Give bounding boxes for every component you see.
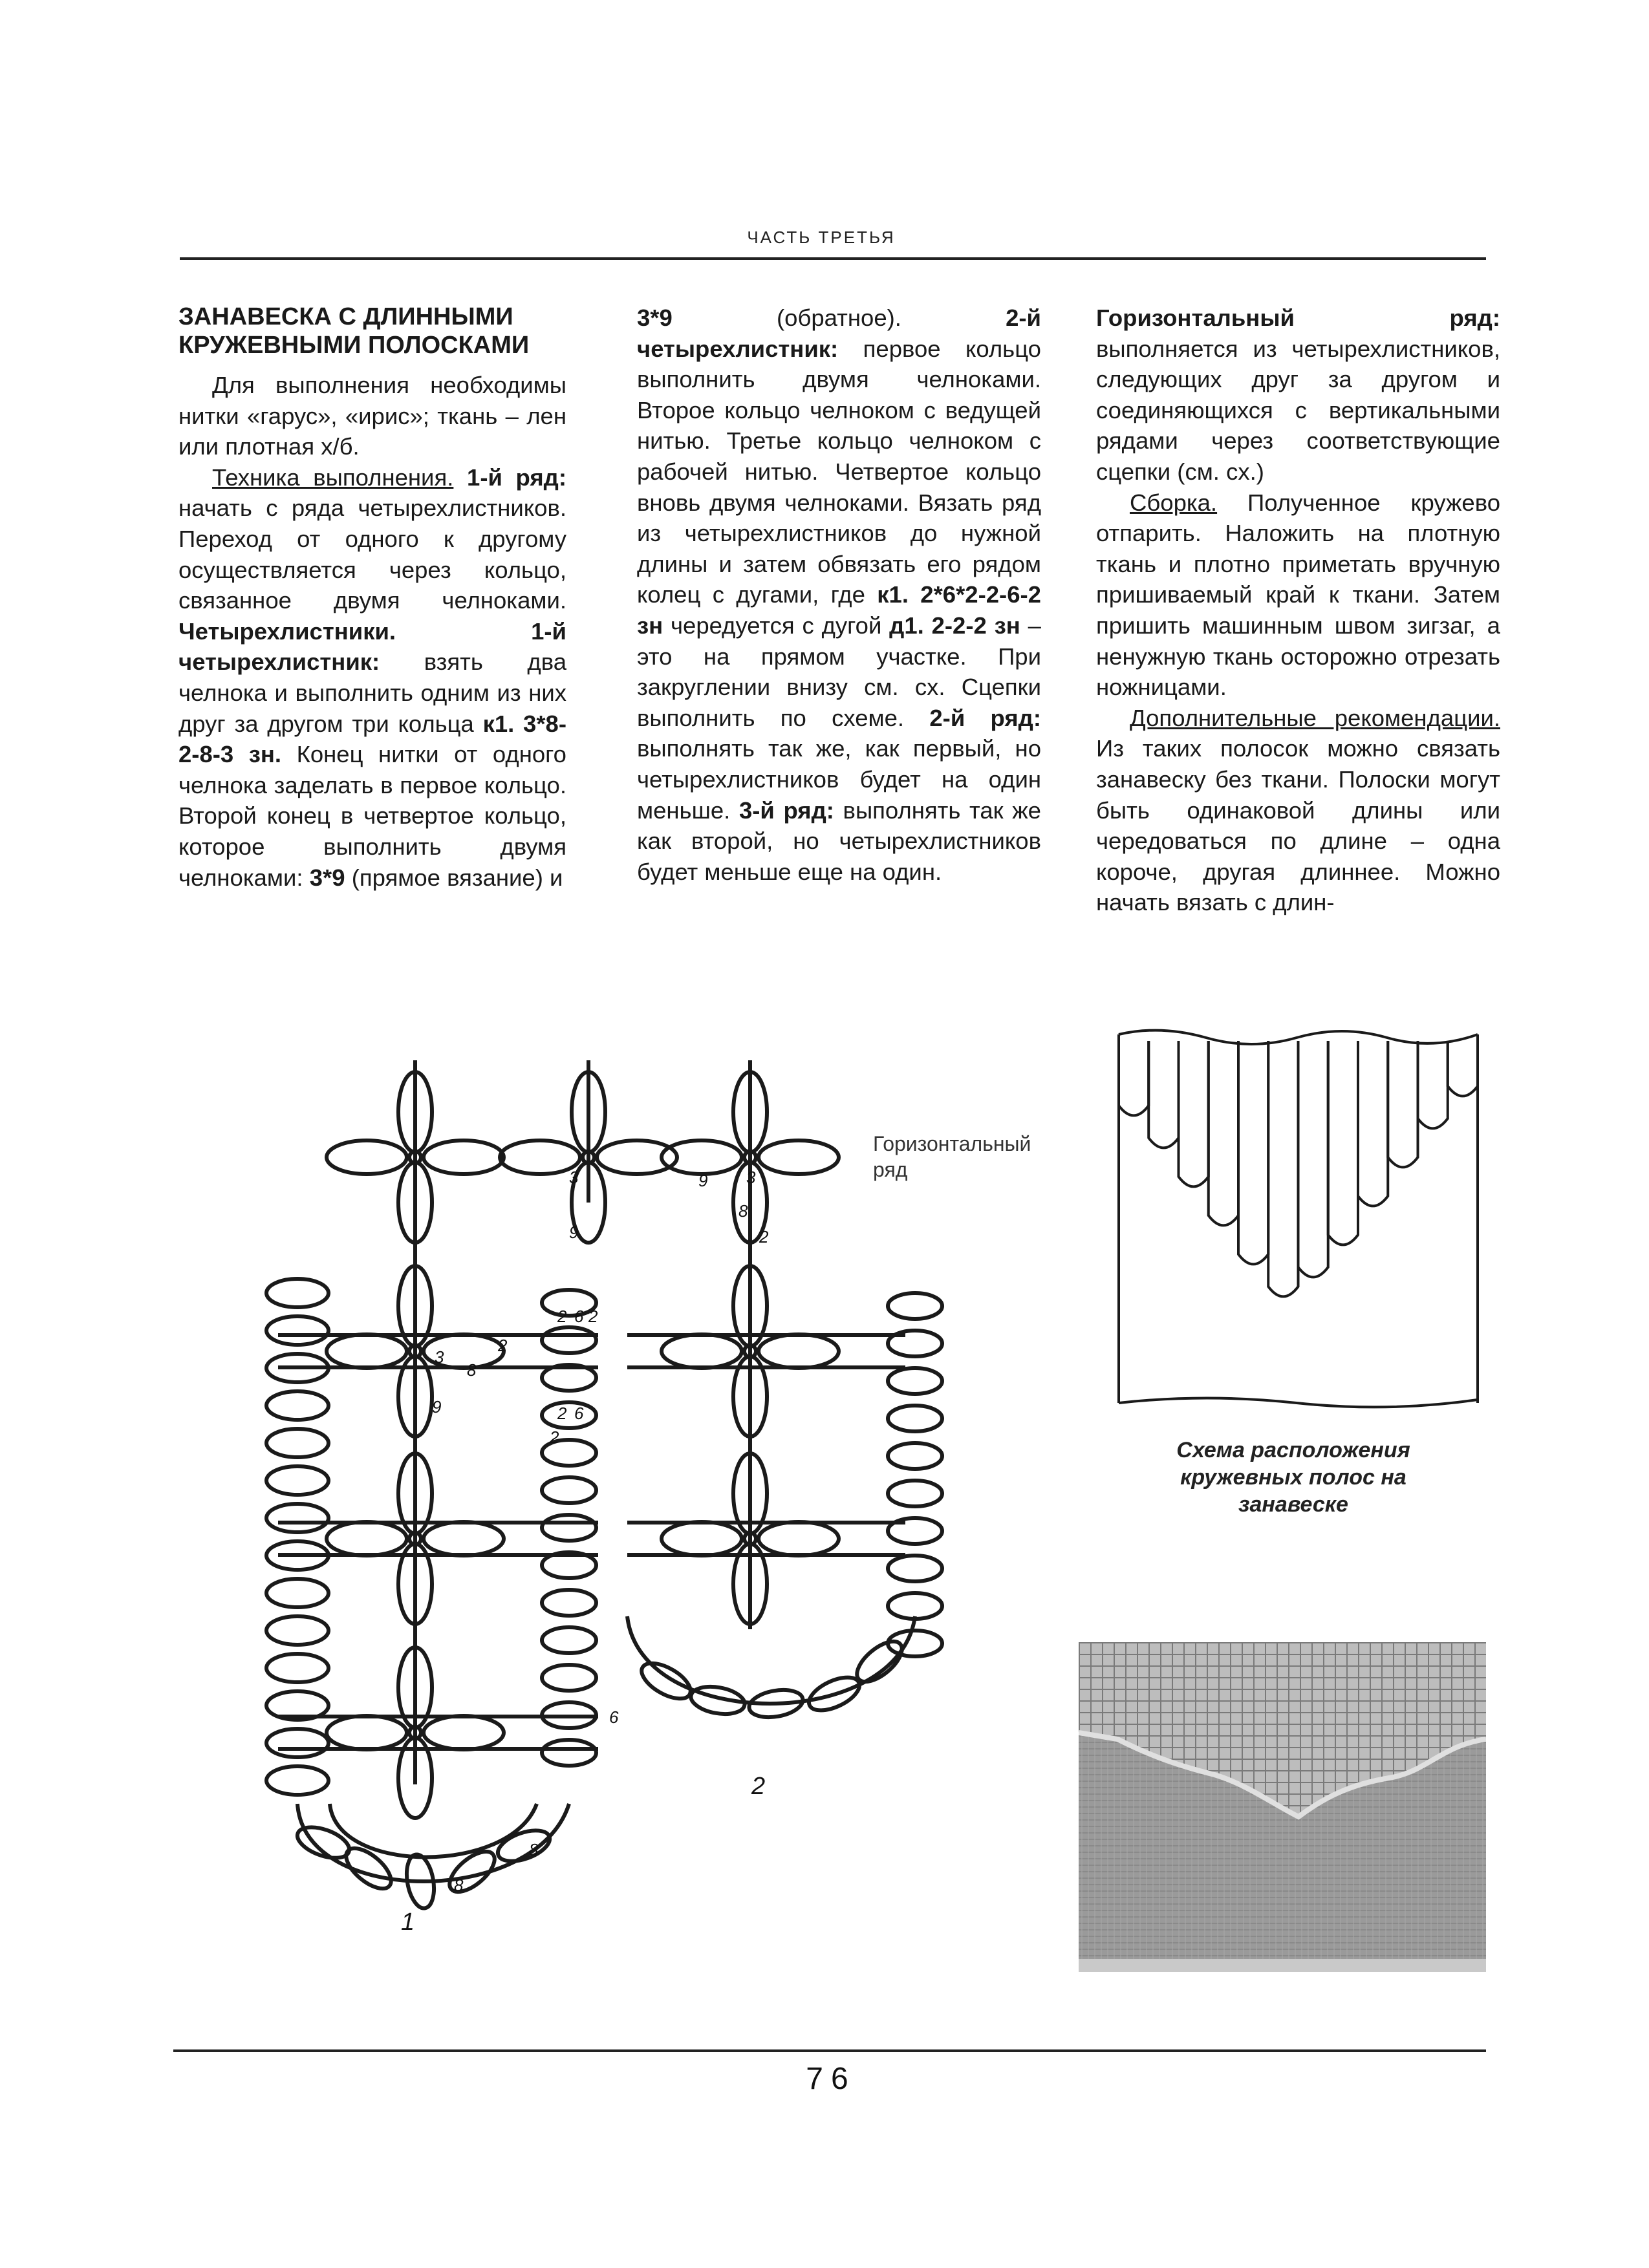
diagram-num: 6 <box>574 1404 584 1423</box>
header-rule <box>180 257 1486 260</box>
diagram-shapes <box>266 1060 942 1910</box>
materials-text: Для выполнения необходимы нитки «гарус», «ирис»; ткань – лен или плотная х/б. <box>178 372 566 460</box>
tatting-ring <box>266 1391 329 1420</box>
tatting-ring <box>327 1334 407 1368</box>
diagram-num: 8 <box>467 1360 477 1380</box>
diagram-num: 6 <box>609 1707 619 1727</box>
diagram-num: 2 <box>550 1428 559 1447</box>
lace-strip <box>1119 1041 1148 1115</box>
bottom-arc <box>297 1804 569 1881</box>
tatting-ring <box>266 1766 329 1795</box>
tatting-ring <box>266 1579 329 1607</box>
extra-text: Из таких полосок можно связать занавеску без ткани. Полоски могут быть одинаковой длины или чередоваться по длине – одна короче, другая длиннее. Можно начать вязать с длин- <box>1096 735 1500 916</box>
horizontal-row-label-1: Горизонтальный <box>873 1132 1031 1155</box>
diagram-num: 3 <box>569 1168 579 1187</box>
tatting-ring <box>424 1522 504 1556</box>
lace-strip <box>1148 1041 1178 1148</box>
tatting-ring <box>542 1515 596 1541</box>
tatting-ring <box>542 1665 596 1691</box>
k1-code-2: к1. 2*6*2-2-6-2 зн <box>637 581 1041 639</box>
tatting-ring <box>888 1556 942 1581</box>
row2-label: 2-й ряд: <box>929 704 1041 731</box>
tatting-ring <box>597 1140 677 1174</box>
tatting-ring <box>850 1634 909 1689</box>
tatting-ring <box>542 1627 596 1653</box>
tatting-ring <box>888 1406 942 1431</box>
horizontal-row-label-2: ряд <box>873 1158 908 1181</box>
second-four-leaf-text: первое кольцо выполнить двумя челноками. Второе кольцо челноком с ведущей нитью. Третье кольцо челноком с рабочей нитью. Четвертое кольцо вновь двумя челноками. Вязать ряд из четырехлистников до нужной длины и затем обвязать его рядом колец с дугами, где <box>637 335 1041 608</box>
diagram-num: 6 <box>574 1307 584 1326</box>
code-39-b: 3*9 <box>637 305 673 331</box>
extra-label: Дополнительные рекомендации. <box>1130 704 1500 731</box>
tatting-ring <box>888 1593 942 1619</box>
d1-code: д1. 2-2-2 зн <box>889 612 1020 639</box>
four-leaf-text: взять два челнока и выполнить одним из них друг за другом три кольца <box>178 648 566 737</box>
k1-text: Конец нитки от одного челнока заделать в первое кольцо. Второй конец в четвертое кольцо, которое выполнить двумя челноками: <box>178 741 566 891</box>
diagram-num: 8 <box>738 1201 748 1221</box>
technique-paragraph <box>178 462 566 893</box>
tatting-ring <box>327 1522 407 1556</box>
lace-strip <box>1299 1041 1328 1277</box>
second-four-leaf-label: 2-й четырехлистник: <box>637 305 1041 362</box>
tatting-ring <box>888 1443 942 1469</box>
diagram-num: 2 <box>557 1404 567 1423</box>
curtain-photo <box>1079 1642 1486 1972</box>
tatting-ring <box>424 1716 504 1749</box>
tatting-ring <box>542 1740 596 1766</box>
diagram-num: 3 <box>746 1168 756 1187</box>
tatting-ring <box>327 1140 407 1174</box>
tatting-ring <box>759 1334 839 1368</box>
tatting-ring <box>266 1616 329 1645</box>
lace-strip <box>1328 1041 1358 1245</box>
scheme-caption: Схема расположения кружевных полос на занавеске <box>1176 1438 1410 1517</box>
diagram-num: 8 <box>529 1840 539 1859</box>
tatting-ring <box>662 1140 742 1174</box>
diagram-num: 9 <box>569 1223 579 1242</box>
text-column-1 <box>178 303 566 893</box>
tatting-ring <box>662 1522 742 1556</box>
tatting-ring <box>662 1334 742 1368</box>
diagram-num: 2 <box>759 1227 769 1246</box>
row1-label: 1-й ряд: <box>467 464 566 491</box>
assembly-text: Полученное кружево отпарить. Наложить на плотную ткань и плотно приметать вручную пришиваемый край к ткани. Затем пришить машинным швом зигзаг, а ненужную ткань осторожно отрезать ножницами. <box>1096 489 1500 701</box>
page-header-title: ЧАСТЬ ТРЕТЬЯ <box>747 228 896 247</box>
tatting-diagram <box>175 1047 1080 1985</box>
diagram-labels <box>401 1132 1031 1936</box>
tatting-ring <box>542 1477 596 1503</box>
tatting-ring <box>542 1327 596 1353</box>
d1-text: – это на прямом участке. При закруглении внизу см. сх. Сцепки выполнить по схеме. <box>637 612 1041 731</box>
tatting-ring <box>266 1429 329 1457</box>
figure-number-1: 1 <box>401 1909 415 1936</box>
assembly-label: Сборка. <box>1130 489 1218 516</box>
tatting-ring <box>494 1824 554 1867</box>
diagram-num: 2 <box>557 1307 567 1326</box>
tatting-ring <box>542 1590 596 1616</box>
tatting-ring <box>424 1140 504 1174</box>
diagram-num: 2 <box>498 1336 508 1355</box>
four-leaf-label: Четырехлистники. 1-й четырехлистник: <box>178 617 566 676</box>
horizontal-row-text: выполняется из четырехлистников, следующих друг за другом и соединяющихся с вертикальными рядами через соответствующие сцепки (см. сх.) <box>1096 335 1500 485</box>
tatting-ring <box>888 1293 942 1319</box>
diagram-num: 2 <box>588 1307 598 1326</box>
tatting-ring <box>888 1518 942 1544</box>
text-column-3 <box>1096 303 1500 918</box>
row2-text: выполнять так же, как первый, но четырехлистников будет на один меньше. <box>637 735 1041 824</box>
page-number: 76 <box>806 2062 856 2096</box>
lace-strip <box>1179 1041 1209 1186</box>
alternates-text: чередуется с дугой <box>671 612 882 639</box>
lace-strip <box>1209 1041 1238 1225</box>
reverse-text: (обратное). <box>776 305 901 331</box>
row1-text: начать с ряда четырехлистников. Переход от одного к другому осуществляется через кольцо, связанное двумя челноками. <box>178 495 566 614</box>
tatting-ring <box>888 1331 942 1356</box>
row3-label: 3-й ряд: <box>738 797 834 824</box>
tatting-ring <box>636 1656 696 1706</box>
footer-rule <box>173 2049 1486 2052</box>
lace-strip <box>1388 1041 1417 1167</box>
tatting-ring <box>500 1140 580 1174</box>
tatting-ring <box>542 1402 596 1428</box>
curtain-bottom-edge <box>1119 1398 1478 1407</box>
lace-strip <box>1268 1041 1298 1296</box>
diagram-num: 8 <box>454 1876 464 1895</box>
tatting-ring <box>266 1504 329 1532</box>
tatting-ring <box>759 1140 839 1174</box>
k1-code: к1. 3*8-2-8-3 зн. <box>178 710 566 768</box>
row3-text: выполнять так же как второй, но четырехлистников будет меньше еще на один. <box>637 797 1041 885</box>
lace-strip <box>1358 1041 1388 1206</box>
technique-label: Техника выполнения. <box>212 464 454 491</box>
diagram-num: 9 <box>432 1397 442 1417</box>
forward-text: (прямое вязание) и <box>351 864 563 891</box>
tatting-ring <box>266 1279 329 1307</box>
tatting-ring <box>327 1716 407 1749</box>
code-39-a: 3*9 <box>309 864 345 891</box>
tatting-ring <box>266 1316 329 1345</box>
article-title: ЗАНАВЕСКА С ДЛИННЫМИ КРУЖЕВНЫМИ ПОЛОСКАМИ <box>178 303 530 359</box>
lace-strip <box>1238 1041 1268 1264</box>
tatting-ring <box>888 1481 942 1506</box>
materials-paragraph <box>178 370 566 462</box>
diagram-num: 9 <box>698 1171 708 1190</box>
scheme-shapes <box>1119 1031 1478 1407</box>
lace-strip <box>1448 1041 1478 1096</box>
tatting-ring <box>759 1522 839 1556</box>
tatting-ring <box>888 1368 942 1394</box>
tatting-ring <box>266 1466 329 1495</box>
text-column-2 <box>637 303 1041 887</box>
lace-strip <box>1418 1041 1448 1128</box>
figure-number-2: 2 <box>751 1773 766 1800</box>
curtain-layout-scheme <box>1116 1028 1491 1416</box>
horizontal-row-label: Горизонтальный ряд: <box>1096 305 1500 331</box>
tatting-ring <box>266 1729 329 1757</box>
tatting-ring <box>266 1654 329 1682</box>
diagram-num: 3 <box>435 1347 444 1367</box>
bottom-lace-edge <box>1079 1959 1486 1972</box>
